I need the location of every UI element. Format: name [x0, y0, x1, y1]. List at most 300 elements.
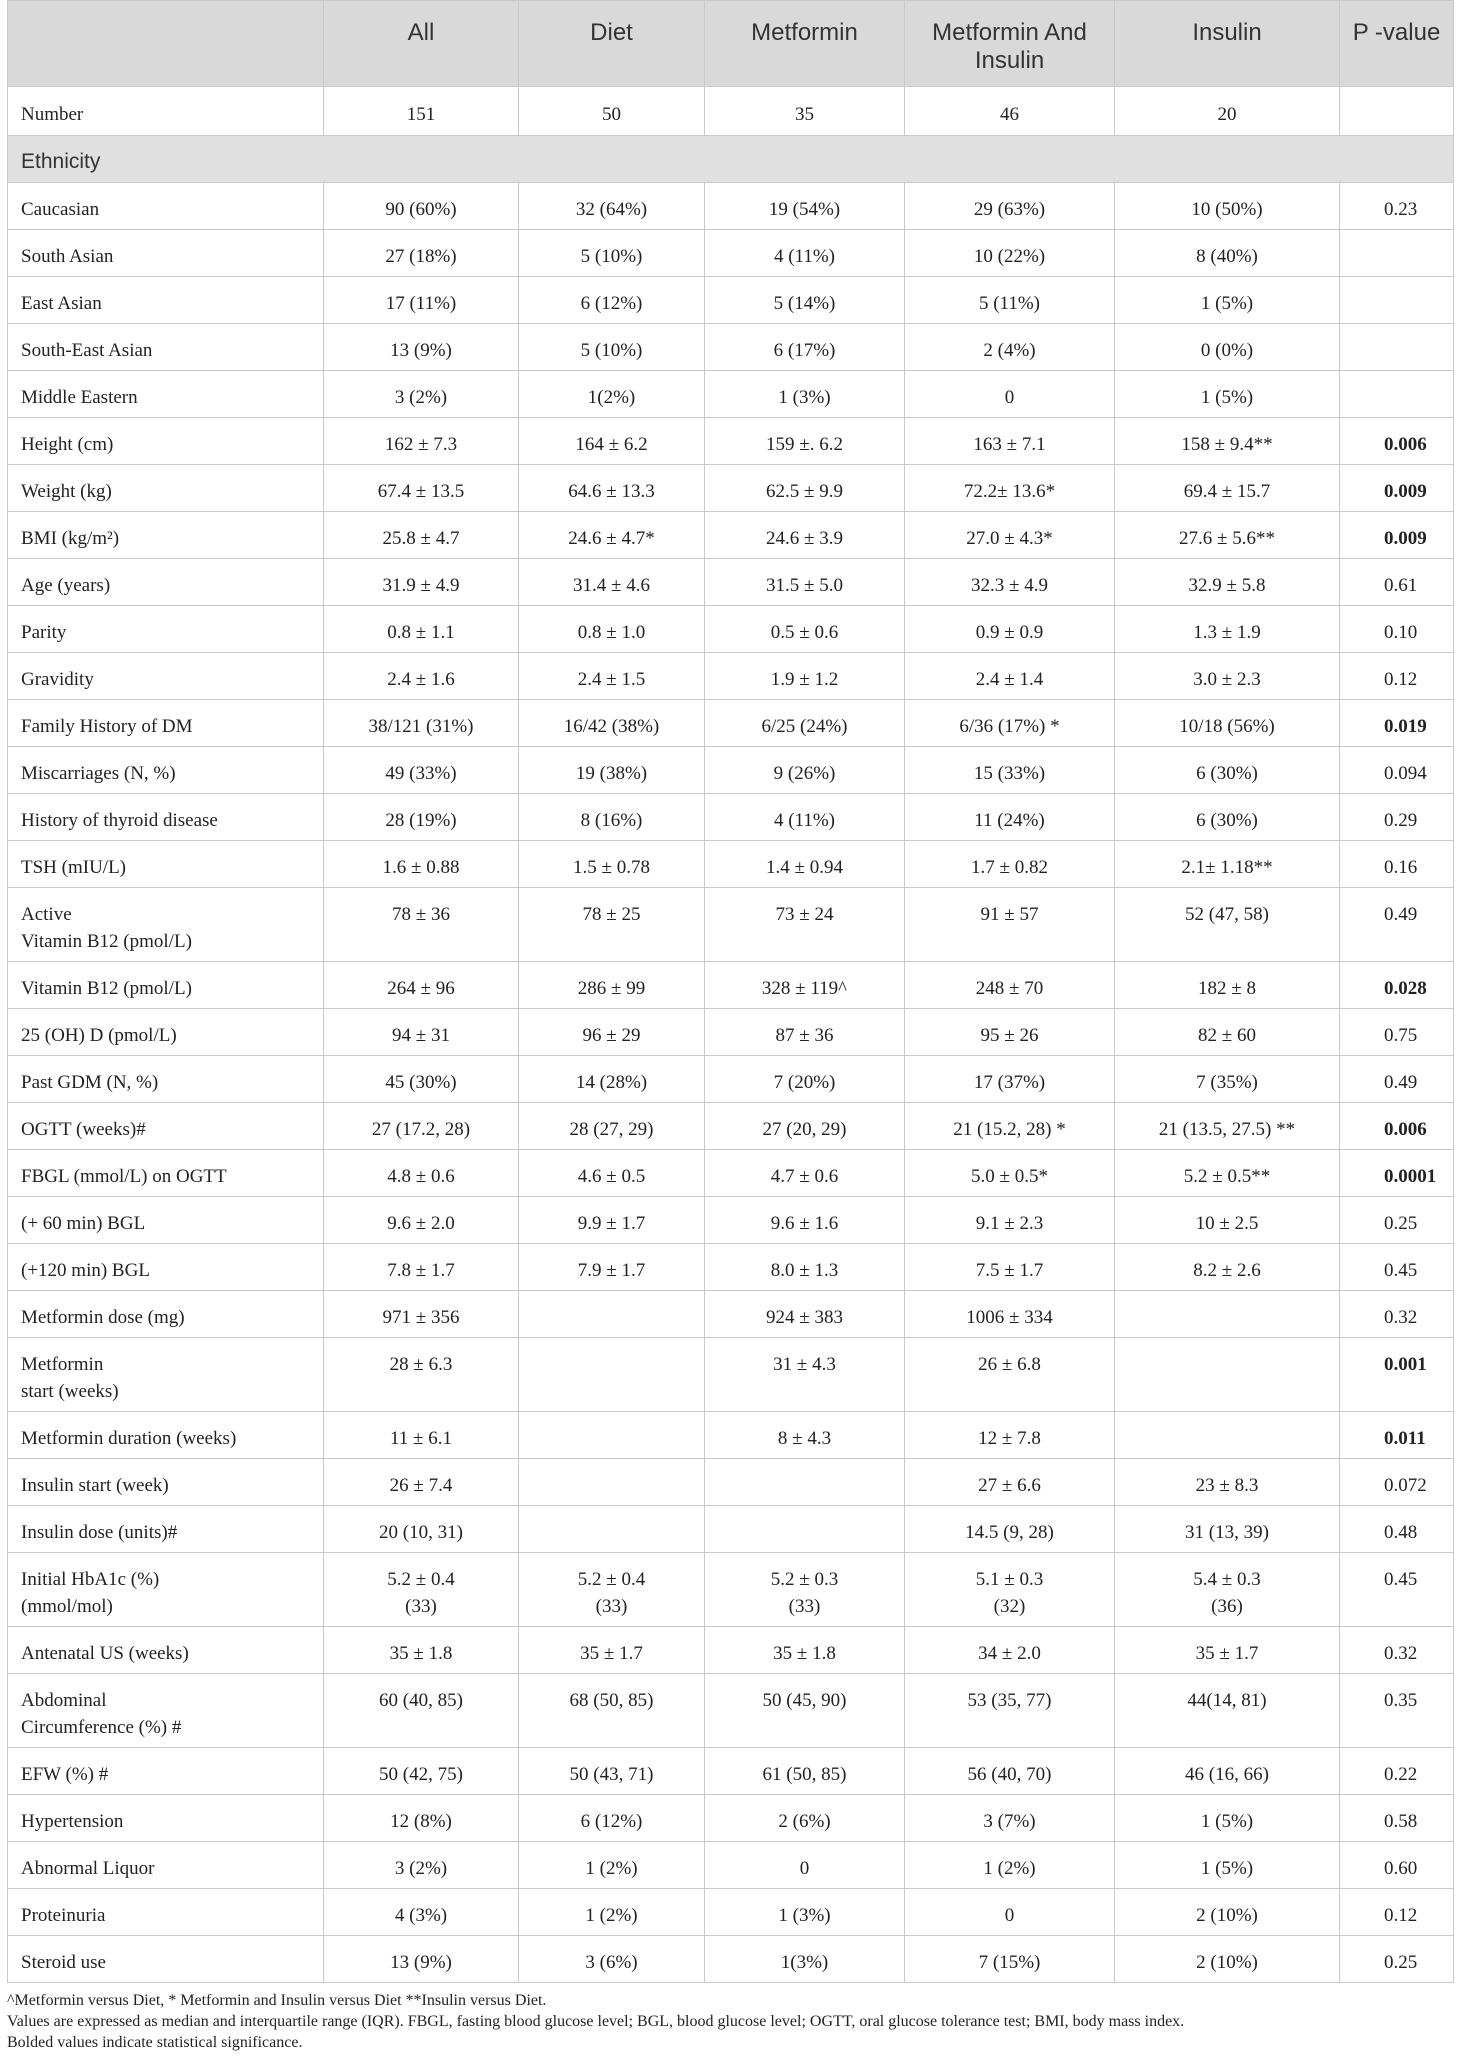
value-metformin: 1.9 ± 1.2: [705, 653, 905, 700]
value-diet: 5 (10%): [519, 230, 705, 277]
value-metformin: 8 ± 4.3: [705, 1412, 905, 1459]
value-all: 4 (3%): [324, 1889, 519, 1936]
value-insulin: 6 (30%): [1115, 747, 1340, 794]
table-row: [8, 1674, 1454, 1748]
value-diet: [519, 1506, 705, 1553]
value-insulin: [1115, 1338, 1340, 1412]
value-metformin-and-insulin: 26 ± 6.8: [905, 1338, 1115, 1412]
table-row: [8, 1936, 1454, 1983]
value-insulin: 52 (47, 58): [1115, 888, 1340, 962]
table-row: [8, 371, 1454, 418]
value-metformin-and-insulin: 248 ± 70: [905, 962, 1115, 1009]
value-metformin-and-insulin: 2 (4%): [905, 324, 1115, 371]
value-diet: 0.8 ± 1.0: [519, 606, 705, 653]
value-metformin: 4.7 ± 0.6: [705, 1150, 905, 1197]
table-row: [8, 1291, 1454, 1338]
value-diet: 1 (2%): [519, 1842, 705, 1889]
value-insulin: [1115, 1291, 1340, 1338]
row-label: OGTT (weeks)#: [8, 1103, 324, 1150]
value-metformin: 5.2 ± 0.3 (33): [705, 1553, 905, 1627]
row-label: Metformin dose (mg): [8, 1291, 324, 1338]
p-value: 0.45: [1340, 1553, 1454, 1627]
value-metformin-and-insulin: 3 (7%): [905, 1795, 1115, 1842]
value-all: 5.2 ± 0.4 (33): [324, 1553, 519, 1627]
row-label: East Asian: [8, 277, 324, 324]
value-all: 2.4 ± 1.6: [324, 653, 519, 700]
value-metformin-and-insulin: 5.1 ± 0.3 (32): [905, 1553, 1115, 1627]
value-all: 17 (11%): [324, 277, 519, 324]
p-value: 0.006: [1340, 418, 1454, 465]
value-diet: [519, 1412, 705, 1459]
value-metformin-and-insulin: 17 (37%): [905, 1056, 1115, 1103]
row-label: Caucasian: [8, 183, 324, 230]
table-row: [8, 794, 1454, 841]
value-diet: 9.9 ± 1.7: [519, 1197, 705, 1244]
value-insulin: 31 (13, 39): [1115, 1506, 1340, 1553]
value-metformin-and-insulin: 0.9 ± 0.9: [905, 606, 1115, 653]
value-insulin: 1 (5%): [1115, 371, 1340, 418]
value-metformin-and-insulin: 9.1 ± 2.3: [905, 1197, 1115, 1244]
row-label: Hypertension: [8, 1795, 324, 1842]
p-value: [1340, 87, 1454, 136]
value-all: 94 ± 31: [324, 1009, 519, 1056]
p-value: 0.25: [1340, 1936, 1454, 1983]
value-diet: 1.5 ± 0.78: [519, 841, 705, 888]
table-row: [8, 606, 1454, 653]
table-row: [8, 277, 1454, 324]
header-cell-label: [8, 1, 324, 87]
table-row: [8, 183, 1454, 230]
value-insulin: 2 (10%): [1115, 1936, 1340, 1983]
value-insulin: 2 (10%): [1115, 1889, 1340, 1936]
p-value: 0.16: [1340, 841, 1454, 888]
value-insulin: 23 ± 8.3: [1115, 1459, 1340, 1506]
table-row: [8, 324, 1454, 371]
p-value: [1340, 371, 1454, 418]
value-all: 28 (19%): [324, 794, 519, 841]
value-all: 78 ± 36: [324, 888, 519, 962]
data-table: [7, 0, 1454, 1983]
value-diet: 8 (16%): [519, 794, 705, 841]
p-value: 0.011: [1340, 1412, 1454, 1459]
p-value: [1340, 324, 1454, 371]
p-value: 0.29: [1340, 794, 1454, 841]
value-diet: [519, 1291, 705, 1338]
value-metformin: 9.6 ± 1.6: [705, 1197, 905, 1244]
value-all: 13 (9%): [324, 324, 519, 371]
footnotes: [7, 1990, 1453, 2053]
value-diet: 68 (50, 85): [519, 1674, 705, 1748]
table-row: [8, 1197, 1454, 1244]
value-metformin-and-insulin: 2.4 ± 1.4: [905, 653, 1115, 700]
p-value: 0.61: [1340, 559, 1454, 606]
value-all: 162 ± 7.3: [324, 418, 519, 465]
value-metformin-and-insulin: 163 ± 7.1: [905, 418, 1115, 465]
value-insulin: 8.2 ± 2.6: [1115, 1244, 1340, 1291]
value-insulin: 27.6 ± 5.6**: [1115, 512, 1340, 559]
value-insulin: 82 ± 60: [1115, 1009, 1340, 1056]
row-label: Active Vitamin B12 (pmol/L): [8, 888, 324, 962]
p-value: 0.094: [1340, 747, 1454, 794]
table-row: [8, 87, 1454, 136]
value-metformin: 87 ± 36: [705, 1009, 905, 1056]
value-metformin: [705, 1506, 905, 1553]
row-label: Metformin start (weeks): [8, 1338, 324, 1412]
p-value: 0.49: [1340, 888, 1454, 962]
row-label: Insulin dose (units)#: [8, 1506, 324, 1553]
value-metformin: 9 (26%): [705, 747, 905, 794]
value-insulin: 7 (35%): [1115, 1056, 1340, 1103]
p-value: 0.32: [1340, 1291, 1454, 1338]
header-cell-p-value: P -value: [1340, 1, 1454, 87]
value-diet: 1 (2%): [519, 1889, 705, 1936]
row-label: Metformin duration (weeks): [8, 1412, 324, 1459]
value-diet: 5.2 ± 0.4 (33): [519, 1553, 705, 1627]
value-metformin-and-insulin: 10 (22%): [905, 230, 1115, 277]
row-label: South Asian: [8, 230, 324, 277]
table-row: [8, 1627, 1454, 1674]
value-metformin: 19 (54%): [705, 183, 905, 230]
row-label: Number: [8, 87, 324, 136]
table-row: [8, 465, 1454, 512]
row-label: FBGL (mmol/L) on OGTT: [8, 1150, 324, 1197]
p-value: 0.009: [1340, 512, 1454, 559]
value-diet: 28 (27, 29): [519, 1103, 705, 1150]
value-metformin-and-insulin: 0: [905, 371, 1115, 418]
row-label: Abnormal Liquor: [8, 1842, 324, 1889]
table-row: [8, 1009, 1454, 1056]
table-row: [8, 1795, 1454, 1842]
row-label: (+120 min) BGL: [8, 1244, 324, 1291]
value-metformin-and-insulin: 21 (15.2, 28) *: [905, 1103, 1115, 1150]
header-cell-metformin-and-insulin: Metformin And Insulin: [905, 1, 1115, 87]
value-metformin: 1 (3%): [705, 371, 905, 418]
table-row: [8, 1103, 1454, 1150]
value-insulin: 0 (0%): [1115, 324, 1340, 371]
value-metformin-and-insulin: 7 (15%): [905, 1936, 1115, 1983]
value-all: 0.8 ± 1.1: [324, 606, 519, 653]
row-label: TSH (mIU/L): [8, 841, 324, 888]
value-diet: 16/42 (38%): [519, 700, 705, 747]
row-label: Initial HbA1c (%) (mmol/mol): [8, 1553, 324, 1627]
table-row: [8, 700, 1454, 747]
value-insulin: 32.9 ± 5.8: [1115, 559, 1340, 606]
value-metformin: 27 (20, 29): [705, 1103, 905, 1150]
value-all: 13 (9%): [324, 1936, 519, 1983]
section-label: Ethnicity: [8, 136, 1454, 183]
table-row: [8, 1056, 1454, 1103]
p-value: 0.0001: [1340, 1150, 1454, 1197]
row-label: (+ 60 min) BGL: [8, 1197, 324, 1244]
value-diet: 14 (28%): [519, 1056, 705, 1103]
value-all: 27 (17.2, 28): [324, 1103, 519, 1150]
header-cell-diet: Diet: [519, 1, 705, 87]
value-metformin: 61 (50, 85): [705, 1748, 905, 1795]
value-all: 3 (2%): [324, 1842, 519, 1889]
value-diet: 164 ± 6.2: [519, 418, 705, 465]
value-metformin-and-insulin: 0: [905, 1889, 1115, 1936]
header-cell-metformin: Metformin: [705, 1, 905, 87]
table-row: [8, 1244, 1454, 1291]
value-all: 60 (40, 85): [324, 1674, 519, 1748]
value-diet: [519, 1338, 705, 1412]
value-diet: 35 ± 1.7: [519, 1627, 705, 1674]
value-metformin: 1(3%): [705, 1936, 905, 1983]
table-row: [8, 230, 1454, 277]
value-diet: 50 (43, 71): [519, 1748, 705, 1795]
table-container: [7, 0, 1453, 1983]
row-label: 25 (OH) D (pmol/L): [8, 1009, 324, 1056]
row-label: Vitamin B12 (pmol/L): [8, 962, 324, 1009]
row-label: Abdominal Circumference (%) #: [8, 1674, 324, 1748]
value-insulin: 46 (16, 66): [1115, 1748, 1340, 1795]
value-all: 35 ± 1.8: [324, 1627, 519, 1674]
row-label: Age (years): [8, 559, 324, 606]
value-diet: 4.6 ± 0.5: [519, 1150, 705, 1197]
table-row: [8, 1553, 1454, 1627]
table-row: [8, 1748, 1454, 1795]
value-diet: 5 (10%): [519, 324, 705, 371]
table-row: [8, 888, 1454, 962]
footnote-bold-note: Bolded values indicate statistical significance.: [7, 2034, 303, 2051]
value-metformin: 62.5 ± 9.9: [705, 465, 905, 512]
value-diet: 31.4 ± 4.6: [519, 559, 705, 606]
value-metformin-and-insulin: 1006 ± 334: [905, 1291, 1115, 1338]
row-label: History of thyroid disease: [8, 794, 324, 841]
value-metformin: 4 (11%): [705, 794, 905, 841]
value-insulin: 10 ± 2.5: [1115, 1197, 1340, 1244]
value-metformin: 924 ± 383: [705, 1291, 905, 1338]
value-all: 26 ± 7.4: [324, 1459, 519, 1506]
table-row: [8, 1889, 1454, 1936]
value-diet: 19 (38%): [519, 747, 705, 794]
value-all: 9.6 ± 2.0: [324, 1197, 519, 1244]
value-metformin-and-insulin: 14.5 (9, 28): [905, 1506, 1115, 1553]
value-metformin-and-insulin: 95 ± 26: [905, 1009, 1115, 1056]
value-metformin: 8.0 ± 1.3: [705, 1244, 905, 1291]
value-metformin-and-insulin: 1 (2%): [905, 1842, 1115, 1889]
section-row-ethnicity: [8, 136, 1454, 183]
value-metformin-and-insulin: 12 ± 7.8: [905, 1412, 1115, 1459]
value-metformin-and-insulin: 46: [905, 87, 1115, 136]
value-diet: 6 (12%): [519, 277, 705, 324]
value-insulin: 1 (5%): [1115, 277, 1340, 324]
value-insulin: 1.3 ± 1.9: [1115, 606, 1340, 653]
value-all: 25.8 ± 4.7: [324, 512, 519, 559]
value-metformin-and-insulin: 5 (11%): [905, 277, 1115, 324]
value-metformin: 7 (20%): [705, 1056, 905, 1103]
value-insulin: 21 (13.5, 27.5) **: [1115, 1103, 1340, 1150]
table-row: [8, 559, 1454, 606]
value-insulin: 6 (30%): [1115, 794, 1340, 841]
value-metformin-and-insulin: 7.5 ± 1.7: [905, 1244, 1115, 1291]
value-all: 50 (42, 75): [324, 1748, 519, 1795]
p-value: 0.10: [1340, 606, 1454, 653]
value-all: 151: [324, 87, 519, 136]
header-row: [8, 1, 1454, 87]
row-label: Miscarriages (N, %): [8, 747, 324, 794]
value-insulin: [1115, 1412, 1340, 1459]
value-metformin: 159 ±. 6.2: [705, 418, 905, 465]
p-value: 0.12: [1340, 653, 1454, 700]
value-metformin: 50 (45, 90): [705, 1674, 905, 1748]
value-metformin-and-insulin: 6/36 (17%) *: [905, 700, 1115, 747]
value-metformin: 1 (3%): [705, 1889, 905, 1936]
value-diet: 1(2%): [519, 371, 705, 418]
row-label: South-East Asian: [8, 324, 324, 371]
value-metformin: 73 ± 24: [705, 888, 905, 962]
value-insulin: 158 ± 9.4**: [1115, 418, 1340, 465]
value-all: 28 ± 6.3: [324, 1338, 519, 1412]
value-all: 20 (10, 31): [324, 1506, 519, 1553]
value-diet: 6 (12%): [519, 1795, 705, 1842]
value-metformin: 31 ± 4.3: [705, 1338, 905, 1412]
value-diet: 3 (6%): [519, 1936, 705, 1983]
p-value: 0.35: [1340, 1674, 1454, 1748]
p-value: 0.006: [1340, 1103, 1454, 1150]
p-value: 0.58: [1340, 1795, 1454, 1842]
value-all: 1.6 ± 0.88: [324, 841, 519, 888]
value-metformin: 0.5 ± 0.6: [705, 606, 905, 653]
value-metformin-and-insulin: 72.2± 13.6*: [905, 465, 1115, 512]
p-value: 0.028: [1340, 962, 1454, 1009]
value-insulin: 20: [1115, 87, 1340, 136]
value-metformin: 328 ± 119^: [705, 962, 905, 1009]
row-label: Steroid use: [8, 1936, 324, 1983]
value-diet: 32 (64%): [519, 183, 705, 230]
value-insulin: 182 ± 8: [1115, 962, 1340, 1009]
p-value: 0.019: [1340, 700, 1454, 747]
value-insulin: 69.4 ± 15.7: [1115, 465, 1340, 512]
value-diet: 2.4 ± 1.5: [519, 653, 705, 700]
value-all: 49 (33%): [324, 747, 519, 794]
value-metformin: 4 (11%): [705, 230, 905, 277]
table-row: [8, 1150, 1454, 1197]
row-label: Past GDM (N, %): [8, 1056, 324, 1103]
p-value: 0.75: [1340, 1009, 1454, 1056]
value-insulin: 2.1± 1.18**: [1115, 841, 1340, 888]
value-metformin-and-insulin: 91 ± 57: [905, 888, 1115, 962]
table-row: [8, 1506, 1454, 1553]
value-all: 7.8 ± 1.7: [324, 1244, 519, 1291]
value-metformin: 0: [705, 1842, 905, 1889]
row-label: Gravidity: [8, 653, 324, 700]
value-insulin: 35 ± 1.7: [1115, 1627, 1340, 1674]
value-metformin-and-insulin: 53 (35, 77): [905, 1674, 1115, 1748]
p-value: 0.001: [1340, 1338, 1454, 1412]
value-all: 971 ± 356: [324, 1291, 519, 1338]
table-row: [8, 841, 1454, 888]
value-insulin: 3.0 ± 2.3: [1115, 653, 1340, 700]
value-metformin: 35: [705, 87, 905, 136]
value-metformin-and-insulin: 32.3 ± 4.9: [905, 559, 1115, 606]
value-all: 90 (60%): [324, 183, 519, 230]
value-metformin: 31.5 ± 5.0: [705, 559, 905, 606]
value-insulin: 1 (5%): [1115, 1842, 1340, 1889]
table-row: [8, 418, 1454, 465]
value-metformin: 5 (14%): [705, 277, 905, 324]
p-value: [1340, 277, 1454, 324]
table-body: [8, 87, 1454, 1983]
table-row: [8, 1459, 1454, 1506]
footnote-abbreviations: Values are expressed as median and interquartile range (IQR). FBGL, fasting blood glucose level; BGL, blood glucose level; OGTT, oral glucose tolerance test; BMI, body mass index.: [7, 2013, 1185, 2030]
row-label: EFW (%) #: [8, 1748, 324, 1795]
value-insulin: 5.2 ± 0.5**: [1115, 1150, 1340, 1197]
value-metformin-and-insulin: 15 (33%): [905, 747, 1115, 794]
value-metformin: 24.6 ± 3.9: [705, 512, 905, 559]
value-all: 4.8 ± 0.6: [324, 1150, 519, 1197]
value-metformin-and-insulin: 34 ± 2.0: [905, 1627, 1115, 1674]
value-metformin: 6 (17%): [705, 324, 905, 371]
value-diet: [519, 1459, 705, 1506]
table-row: [8, 512, 1454, 559]
p-value: 0.072: [1340, 1459, 1454, 1506]
value-metformin: 2 (6%): [705, 1795, 905, 1842]
table-row: [8, 1842, 1454, 1889]
value-diet: 64.6 ± 13.3: [519, 465, 705, 512]
value-metformin-and-insulin: 11 (24%): [905, 794, 1115, 841]
row-label: BMI (kg/m²): [8, 512, 324, 559]
value-insulin: 5.4 ± 0.3 (36): [1115, 1553, 1340, 1627]
p-value: 0.45: [1340, 1244, 1454, 1291]
value-all: 12 (8%): [324, 1795, 519, 1842]
p-value: [1340, 230, 1454, 277]
value-all: 31.9 ± 4.9: [324, 559, 519, 606]
value-all: 11 ± 6.1: [324, 1412, 519, 1459]
p-value: 0.48: [1340, 1506, 1454, 1553]
p-value: 0.60: [1340, 1842, 1454, 1889]
table-row: [8, 962, 1454, 1009]
value-diet: 286 ± 99: [519, 962, 705, 1009]
p-value: 0.49: [1340, 1056, 1454, 1103]
value-insulin: 8 (40%): [1115, 230, 1340, 277]
row-label: Insulin start (week): [8, 1459, 324, 1506]
value-all: 27 (18%): [324, 230, 519, 277]
value-insulin: 1 (5%): [1115, 1795, 1340, 1842]
row-label: Family History of DM: [8, 700, 324, 747]
p-value: 0.23: [1340, 183, 1454, 230]
header-cell-all: All: [324, 1, 519, 87]
value-insulin: 10/18 (56%): [1115, 700, 1340, 747]
value-diet: 96 ± 29: [519, 1009, 705, 1056]
row-label: Middle Eastern: [8, 371, 324, 418]
value-all: 38/121 (31%): [324, 700, 519, 747]
table-row: [8, 747, 1454, 794]
value-metformin-and-insulin: 29 (63%): [905, 183, 1115, 230]
value-metformin-and-insulin: 1.7 ± 0.82: [905, 841, 1115, 888]
row-label: Height (cm): [8, 418, 324, 465]
value-all: 264 ± 96: [324, 962, 519, 1009]
value-metformin-and-insulin: 5.0 ± 0.5*: [905, 1150, 1115, 1197]
p-value: 0.32: [1340, 1627, 1454, 1674]
value-diet: 7.9 ± 1.7: [519, 1244, 705, 1291]
value-metformin-and-insulin: 27 ± 6.6: [905, 1459, 1115, 1506]
value-metformin-and-insulin: 27.0 ± 4.3*: [905, 512, 1115, 559]
row-label: Weight (kg): [8, 465, 324, 512]
value-all: 45 (30%): [324, 1056, 519, 1103]
header-cell-insulin: Insulin: [1115, 1, 1340, 87]
table-row: [8, 1412, 1454, 1459]
row-label: Antenatal US (weeks): [8, 1627, 324, 1674]
value-diet: 78 ± 25: [519, 888, 705, 962]
row-label: Proteinuria: [8, 1889, 324, 1936]
table-row: [8, 653, 1454, 700]
table-row: [8, 1338, 1454, 1412]
value-diet: 50: [519, 87, 705, 136]
footnote-significance-key: ^Metformin versus Diet, * Metformin and Insulin versus Diet **Insulin versus Diet.: [7, 1992, 547, 2009]
value-metformin: 1.4 ± 0.94: [705, 841, 905, 888]
value-metformin: [705, 1459, 905, 1506]
